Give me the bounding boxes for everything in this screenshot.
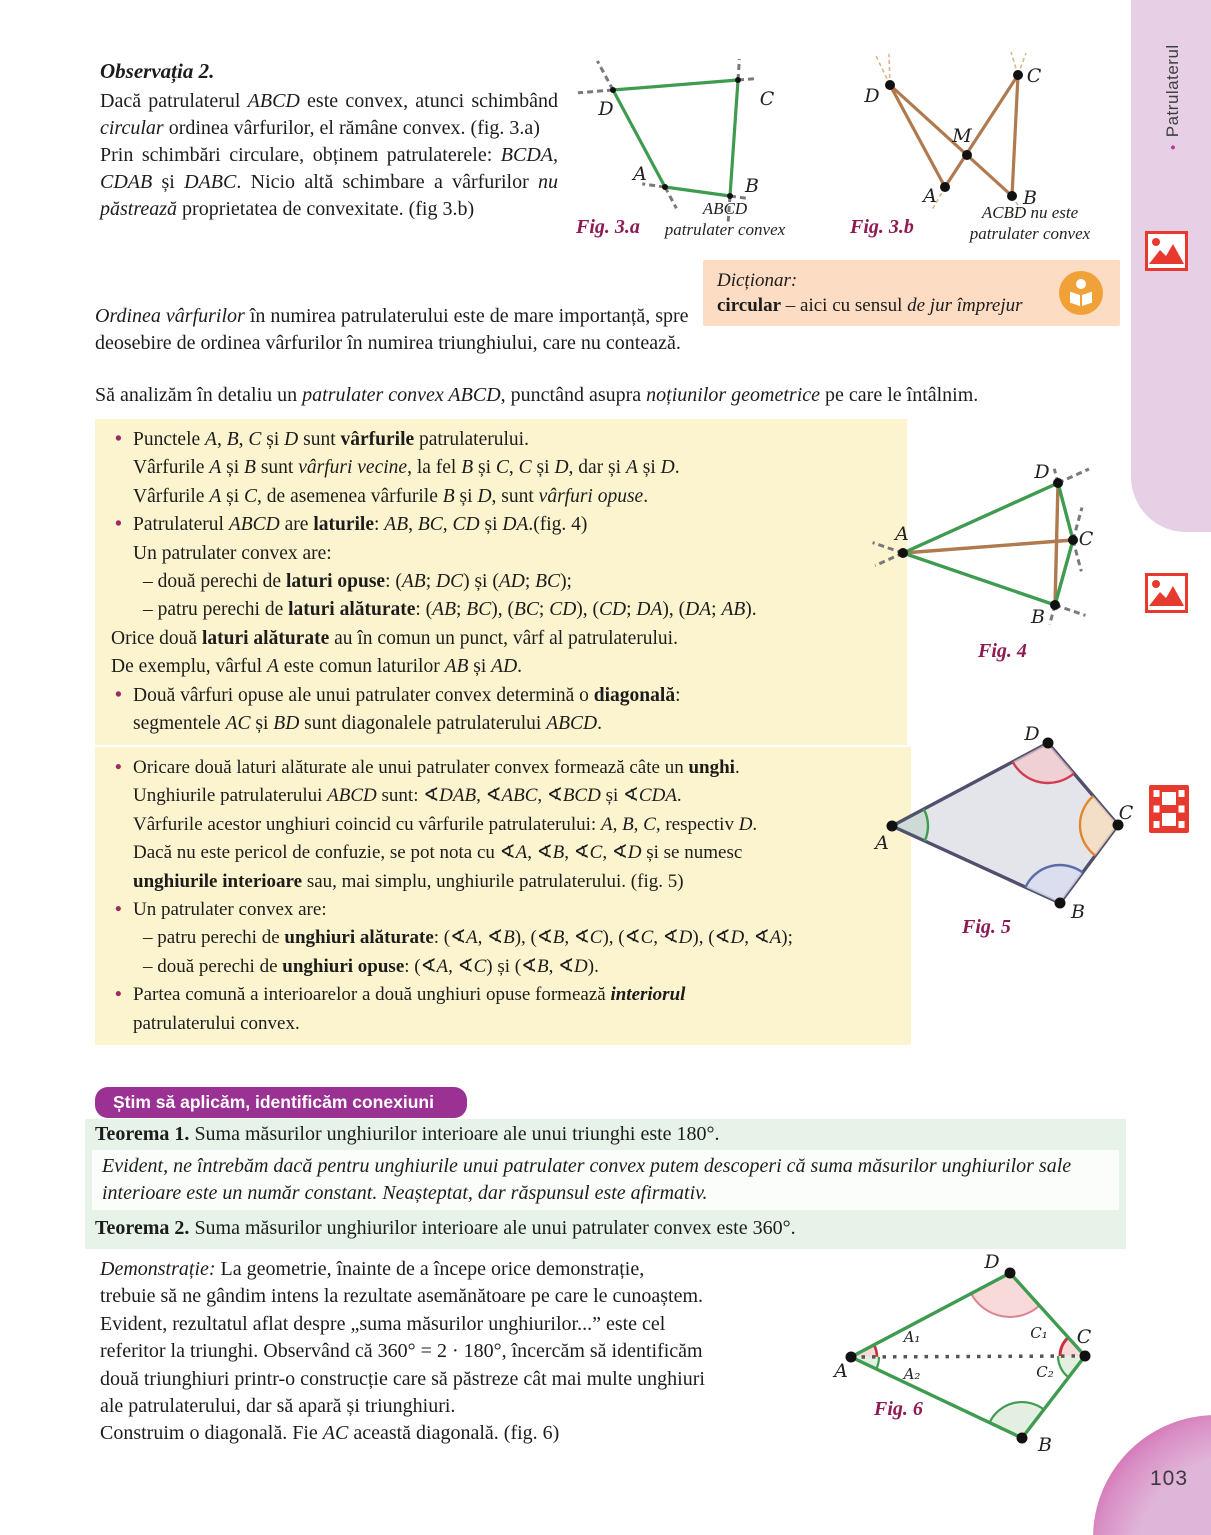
angle-label: A₁: [903, 1328, 921, 1346]
vertex-label: A: [875, 832, 889, 854]
text-line: Orice două laturi alăturate au în comun un punct, vârf al patrulaterului.: [111, 627, 678, 649]
chapter-label: Patrulaterul: [1163, 44, 1182, 138]
skills-banner: Știm să aplicăm, identificăm conexiuni: [95, 1087, 467, 1118]
theorem-2: Teorema 2. Suma măsurilor unghiurilor interioare ale unui patrulater convex este 360°.: [85, 1212, 1126, 1249]
text-line: Vârfurile A și B sunt vârfuri vecine, la fel B și C, C și D, dar și A și D.: [133, 457, 680, 479]
text-line: • Două vârfuri opuse ale unui patrulater convex determină o diagonală:: [107, 682, 895, 710]
text-line: • Patrulaterul ABCD are laturile: AB, BC, CD și DA.(fig. 4): [107, 511, 895, 539]
text-line: • Partea comună a interioarelor a două unghiuri opuse formează interiorul: [107, 981, 899, 1009]
text-line: segmentele AC și BD sunt diagonalele patrulaterului ABCD.: [133, 713, 602, 735]
angle-label: A₂: [903, 1365, 921, 1383]
fig-3b-caption: Fig. 3.b: [850, 216, 914, 238]
vertex-label: D: [1034, 461, 1050, 483]
text-line: Unghiurile patrulaterului ABCD sunt: ∢DAB, ∢ABC, ∢BCD și ∢CDA.: [133, 785, 682, 807]
observation-block: [100, 58, 558, 223]
vertex-label: B: [1038, 1434, 1052, 1456]
fig-4-caption: Fig. 4: [978, 640, 1027, 662]
fig-3b-note: ACBD nu este patrulater convex: [969, 203, 1091, 243]
vertex-label: D: [864, 85, 880, 107]
bullet: •: [115, 684, 122, 706]
intro-paragraph: Ordinea vârfurilor în numirea patrulaterului este de mare importanță, spre deosebire de ordinea vârfurilor în numirea triunghiului, care nu contează.: [95, 305, 689, 354]
chapter-bullet-icon: •: [1165, 144, 1182, 150]
bullet: •: [115, 899, 122, 921]
dictionary-title: Dicționar:: [717, 270, 798, 291]
theorem-1-block: [85, 1119, 1126, 1215]
text-line: Dacă nu este pericol de confuzie, se pot nota cu ∢A, ∢B, ∢C, ∢D și se numesc: [133, 842, 743, 864]
text-line: • Un patrulater convex are:: [107, 896, 899, 924]
vertex-label: B: [1031, 606, 1045, 628]
text-line: unghiurile interioare sau, mai simplu, unghiurile patrulaterului. (fig. 5): [133, 870, 684, 892]
dictionary-box: [703, 260, 1120, 326]
analysis-line: Să analizăm în detaliu un patrulater convex ABCD, punctând asupra noțiunilor geometrice pe care le întâlnim.: [95, 384, 979, 406]
observation-paragraph: Dacă patrulaterul ABCD este convex, atunci schimbând circular ordinea vârfurilor, el rămâne convex. (fig. 3.a): [100, 90, 558, 139]
vertex-label: B: [1023, 187, 1037, 209]
vertex-label: M: [952, 125, 972, 147]
text-line: – patru perechi de laturi alăturate: (AB; BC), (BC; CD), (CD; DA), (DA; AB).: [143, 599, 757, 621]
observation-paragraph: Prin schimbări circulare, obținem patrulaterele: BCDA, CDAB și DABC. Nicio altă schimbare a vârfurilor nu păstrează proprietatea de convexitate. (fig 3.b): [100, 144, 559, 220]
film-icon: [1149, 785, 1189, 833]
vertex-label: D: [1024, 723, 1040, 745]
angle-label: C₂: [1036, 1363, 1054, 1381]
chapter-tab: [1163, 30, 1183, 150]
fig-3b-diagram: [848, 52, 1110, 212]
vertex-label: C: [1026, 65, 1042, 87]
text-line: – două perechi de unghiuri opuse: (∢A, ∢C) și (∢B, ∢D).: [143, 955, 599, 977]
angle-label: C₁: [1030, 1324, 1048, 1342]
theorem-1: Teorema 1. Suma măsurilor unghiurilor interioare ale unui triunghi este 180°.: [95, 1123, 720, 1145]
vertex-label: C: [1076, 1326, 1092, 1348]
text-line: – patru perechi de unghiuri alăturate: (∢A, ∢B), (∢B, ∢C), (∢C, ∢D), (∢D, ∢A);: [143, 927, 793, 949]
vertex-label: C: [759, 88, 775, 110]
text-line: Vârfurile A și C, de asemenea vârfurile B și D, sunt vârfuri opuse.: [133, 485, 649, 507]
fig-6-diagram: [832, 1252, 1142, 1457]
text-line: Vârfurile acestor unghiuri coincid cu vârfurile patrulaterului: A, B, C, respectiv D.: [133, 813, 758, 835]
angles-box: [95, 747, 911, 1045]
vertex-label: B: [1071, 901, 1085, 923]
text-line: Un patrulater convex are:: [133, 542, 332, 564]
vertex-label: A: [923, 185, 937, 207]
vertex-label: C: [1078, 528, 1094, 550]
text-line: – două perechi de laturi opuse: (AB; DC) și (AD; BC);: [143, 571, 572, 593]
vertices-sides-box: [95, 419, 907, 745]
text-line: • Oricare două laturi alăturate ale unui patrulater convex formează câte un unghi.: [107, 754, 899, 782]
picture-icon: [1145, 231, 1188, 271]
bullet: •: [115, 429, 122, 450]
vertex-label: D: [598, 98, 614, 120]
fig-6-caption: Fig. 6: [874, 1398, 923, 1420]
fig-5-diagram: [862, 722, 1138, 923]
vertex-label: A: [633, 163, 647, 185]
picture-icon: [1145, 573, 1188, 613]
page-number: 103: [1150, 1467, 1189, 1490]
bullet: •: [115, 757, 122, 778]
text-line: De exemplu, vârful A este comun laturilor AB și AD.: [111, 656, 523, 678]
vertex-label: B: [745, 175, 759, 197]
vertex-label: C: [1118, 802, 1134, 824]
fig-4-diagram: [862, 442, 1120, 642]
vertex-label: A: [834, 1360, 848, 1382]
text-line: • Punctele A, B, C și D sunt vârfurile patrulaterului.: [107, 426, 895, 454]
theorem-note: Evident, ne întrebăm dacă pentru unghiurile unui patrulater convex putem descoperi că suma măsurilor unghiurilor sale interioare este un număr constant. Neașteptat, dar răspunsul este afirmativ.: [92, 1150, 1119, 1210]
vertex-label: A: [895, 523, 909, 545]
fig-5-caption: Fig. 5: [962, 916, 1011, 938]
fig-3a-caption: Fig. 3.a: [576, 216, 640, 238]
fig-3a-note: ABCD patrulater convex: [664, 199, 786, 239]
bullet: •: [115, 514, 122, 536]
reader-icon: [1058, 270, 1104, 316]
observation-title: Observația 2.: [100, 59, 215, 83]
dictionary-entry: circular – aici cu sensul de jur împrejur: [717, 295, 1023, 316]
vertex-label: D: [984, 1251, 1000, 1273]
proof-paragraph: Demonstrație: La geometrie, înainte de a începe orice demonstrație, trebuie să ne gândim intens la rezultate asemănătoare pe care le cunoaștem. Evident, rezultatul aflat despre „suma măsurilor unghiurilor...” este cel referitor la triunghi. Observând că 360° = 2 · 180°, încercăm să identificăm două triunghiuri printr-o construcție care să păstreze cât mai multe unghiuri ale patrulaterului, dar să apară și triunghiuri. Construim o diagonală. Fie AC această diagonală. (fig. 6): [100, 1258, 705, 1445]
text-line: patrulaterului convex.: [133, 1012, 300, 1034]
bullet: •: [115, 984, 122, 1006]
